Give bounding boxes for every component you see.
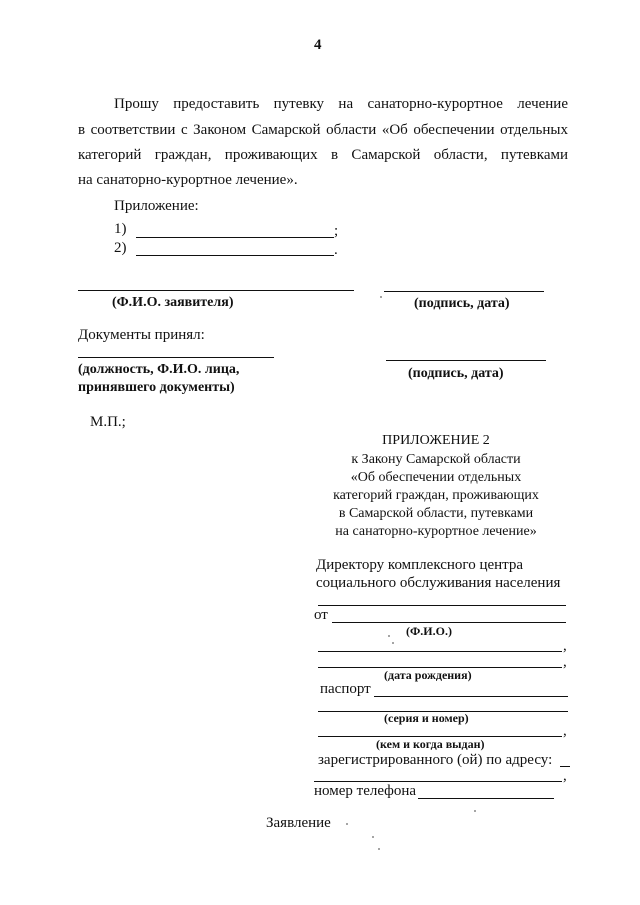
attachment-1-line <box>136 237 334 238</box>
official-label-line-2: принявшего документы) <box>78 380 235 395</box>
scan-speck <box>380 296 382 298</box>
appendix-line-5: на санаторно-курортное лечение» <box>335 524 537 539</box>
request-line-2: в соответствии с Законом Самарской области «Об обеспечении отдельных <box>78 122 568 138</box>
official-signature-label: (подпись, дата) <box>408 366 504 381</box>
fio-line <box>332 622 566 623</box>
attachment-2-end: . <box>334 242 338 258</box>
scan-speck <box>346 823 348 825</box>
fio-label: (Ф.И.О.) <box>406 624 452 638</box>
addressee-line-2: социального обслуживания населения <box>316 575 561 591</box>
registered-address-line <box>560 766 570 767</box>
issued-by-label: (кем и когда выдан) <box>376 737 485 751</box>
scan-speck <box>474 810 476 812</box>
fio-continuation-line <box>318 651 562 652</box>
appendix-line-1: к Закону Самарской области <box>351 452 521 467</box>
statement-title: Заявление <box>266 815 331 831</box>
attachment-1-end: ; <box>334 223 339 239</box>
appendix-line-4: в Самарской области, путевками <box>338 506 534 521</box>
scan-speck <box>392 642 394 644</box>
attachment-2-line <box>136 255 334 256</box>
issued-comma: , <box>563 723 567 739</box>
registered-address-label: зарегистрированного (ой) по адресу: <box>318 752 553 768</box>
applicant-name-line <box>78 290 354 291</box>
passport-label: паспорт <box>320 681 371 697</box>
received-heading: Документы принял: <box>78 327 205 343</box>
scan-speck <box>388 635 390 637</box>
addressee-org-line <box>318 605 566 606</box>
request-line-1: Прошу предоставить путевку на санаторно-курортное лечение <box>114 96 568 112</box>
scan-speck <box>372 836 374 838</box>
scan-speck <box>378 848 380 850</box>
stamp-placeholder: М.П.; <box>90 414 126 430</box>
attachments-heading: Приложение: <box>114 198 199 214</box>
series-number-label: (серия и номер) <box>384 711 469 725</box>
phone-line <box>418 798 554 799</box>
from-label: от <box>314 607 328 623</box>
applicant-signature-line <box>384 291 544 292</box>
attachment-2-number: 2) <box>114 240 127 256</box>
attachment-1-number: 1) <box>114 221 127 237</box>
address-comma: , <box>563 768 567 784</box>
applicant-signature-label: (подпись, дата) <box>414 296 510 311</box>
page-number: 4 <box>314 37 322 53</box>
birth-comma: , <box>563 654 567 670</box>
request-line-3: категорий граждан, проживающих в Самарской области, путевками <box>78 147 568 163</box>
appendix-line-3: категорий граждан, проживающих <box>333 488 539 503</box>
appendix-line-2: «Об обеспечении отдельных <box>350 470 522 485</box>
passport-line <box>374 696 568 697</box>
phone-label: номер телефона <box>314 783 417 799</box>
official-label-line-1: (должность, Ф.И.О. лица, <box>78 362 240 377</box>
official-name-line <box>78 357 274 358</box>
addressee-line-1: Директору комплексного центра <box>316 557 524 573</box>
birth-date-label: (дата рождения) <box>384 668 472 682</box>
request-line-4: на санаторно-курортное лечение». <box>78 172 298 188</box>
appendix-title: ПРИЛОЖЕНИЕ 2 <box>382 433 490 448</box>
address-line <box>314 781 562 782</box>
applicant-name-label: (Ф.И.О. заявителя) <box>112 295 234 310</box>
official-signature-line <box>386 360 546 361</box>
fio-comma: , <box>563 638 567 654</box>
